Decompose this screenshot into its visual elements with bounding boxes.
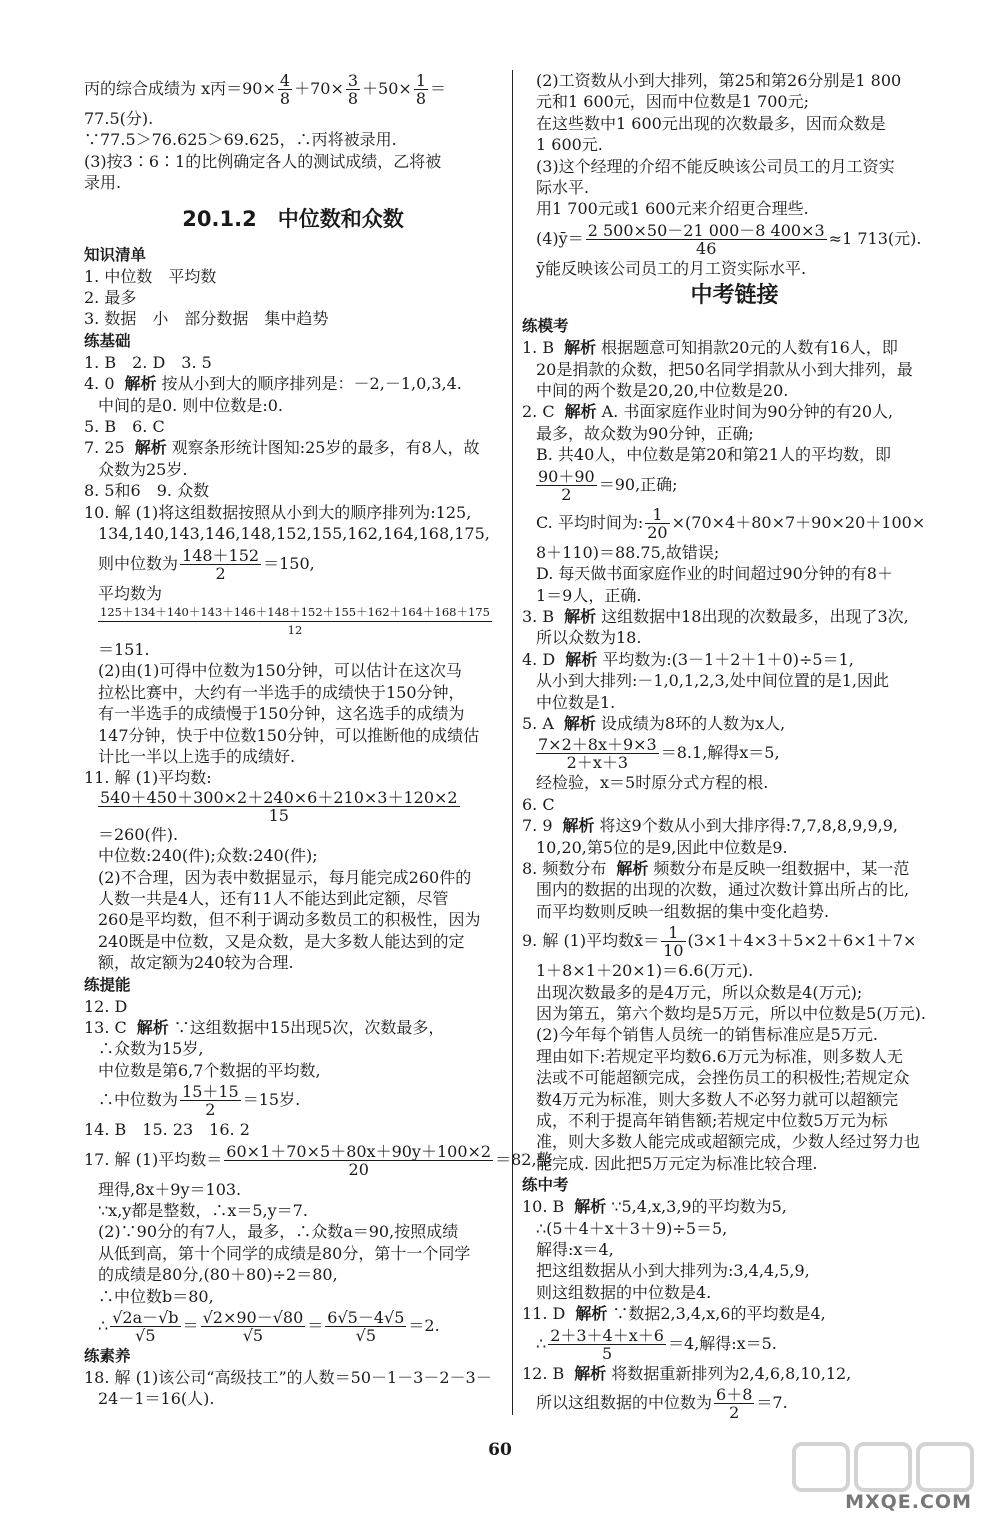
fraction: $\frac{4}{8}$	[279, 71, 291, 108]
text-line: ∵x,y都是整数，∴x＝5,y＝7.	[98, 1201, 308, 1221]
answer-line: 4. D 解析 平均数为:(3－1＋2＋1＋0)÷5＝1,	[522, 649, 854, 669]
answer-line: 4. 0 解析 按从小到大的顺序排列是：－2,－1,0,3,4.	[84, 374, 462, 394]
answer-line: 10. 解 (1)将这组数据按照从小到大的顺序排列为:125,	[84, 502, 472, 522]
text-line: 在这些数中1 600元出现的次数最多，因而众数是	[536, 113, 886, 133]
fraction: $\frac{√2\times 90-√80}{√5}$	[202, 1308, 304, 1346]
answer-line: 3. 数据 小 部分数据 集中趋势	[84, 309, 329, 329]
text-line: 际水平.	[536, 178, 590, 198]
text-line: ∴ $\frac{√2a-√b}{√5}$ ＝ $\frac{√2\times 90-√80}{√5}$ ＝ $\frac{6√5-4√5}{√5}$ ＝2.	[98, 1308, 440, 1346]
text-line: 24－1＝16(人).	[98, 1389, 215, 1409]
answer-line: 12. B 解析 将数据重新排列为2,4,6,8,10,12,	[522, 1363, 852, 1383]
fraction: $\frac{1}{20}$	[647, 504, 668, 542]
text-line: 有一半选手的成绩慢于150分钟，这名选手的成绩为	[98, 704, 465, 724]
text-line: 8＋110)＝88.75,故错误;	[536, 542, 720, 562]
fraction: $\frac{1}{10}$	[663, 923, 684, 961]
text-line: D. 每天做书面家庭作业的时间超过90分钟的有8＋	[536, 564, 893, 584]
text-line: 因为第五，第六个数均是5万元，所以中位数是5(万元).	[536, 1004, 926, 1023]
text-line: 则中位数为 $\frac{148+152}{2}$ ＝150,	[98, 545, 315, 583]
fraction: $\frac{540+450+300\times 2+240\times 6+210\times 3+120\times 2}{15}$	[100, 787, 458, 825]
answer-line: 13. C 解析 ∵这组数据中15出现5次，次数最多，	[84, 1018, 445, 1037]
fraction: $\frac{125+134+140+143+146+148+152+155+162+164+168+175}{12}$	[100, 604, 490, 637]
text-line: 134,140,143,146,148,152,155,162,164,168,175,	[98, 524, 490, 544]
text-line: 成，不利于提高年销售额;若规定中位数5万元为标	[536, 1111, 888, 1131]
subsection-heading: 练模考	[522, 317, 569, 336]
text-line: 平均数为	[98, 583, 163, 603]
text-line: ＝260(件).	[98, 824, 179, 844]
text-line: C. 平均时间为: $\frac{1}{20}$ ×(70×4＋80×7＋90×20＋100×	[536, 504, 926, 542]
text-line: (4)ȳ＝ $\frac{2 500\times 50-21 000-8 400\times 3}{46}$ ≈1 713(元).	[536, 220, 922, 258]
fraction: $\frac{2 500\times 50-21 000-8 400\times 3}{46}$	[587, 220, 825, 258]
text-line: ∴ $\frac{2+3+4+x+6}{5}$ ＝4,解得:x＝5.	[536, 1325, 777, 1363]
watermark-text: MXQE.COM	[845, 1491, 972, 1513]
text-line: 额，故定额为240较为合理.	[98, 953, 294, 973]
fraction: $\frac{148+152}{2}$	[182, 545, 260, 583]
text-line: 理得,8x＋9y＝103.	[98, 1179, 242, 1199]
subsection-heading: 练提能	[84, 975, 131, 994]
text-line: 用1 700元或1 600元来介绍更合理些.	[536, 199, 809, 219]
answer-line: 1. 中位数 平均数	[84, 266, 217, 286]
fraction: $\frac{6+8}{2}$	[716, 1385, 753, 1423]
fraction: $\frac{7\times 2+8x+9\times 3}{2+x+3}$	[538, 735, 657, 773]
text-line: 拉松比赛中，大约有一半选手的成绩快于150分钟，	[98, 682, 465, 702]
text-line: ∴(5＋4＋x＋3＋9)÷5＝5,	[536, 1218, 728, 1238]
answer-line: 10. B 解析 ∵5,4,x,3,9的平均数为5,	[522, 1197, 787, 1217]
text-line: 计比一半以上选手的成绩好.	[98, 746, 296, 766]
answer-line: 9. 解 (1)平均数x̄＝ $\frac{1}{10}$ (3×1＋4×3＋5×2＋6×1＋7×	[522, 923, 917, 961]
section-title: 20.1.2 中位数和众数	[182, 206, 404, 231]
answer-line: 7. 25 解析 观察条形统计图知:25岁的最多，有8人，故	[84, 438, 480, 458]
text-line: 所以这组数据的中位数为 $\frac{6+8}{2}$ ＝7.	[536, 1385, 788, 1423]
fraction: $\frac{1}{8}$	[415, 71, 427, 108]
page-number: 60	[488, 1440, 512, 1460]
fraction: $\frac{15+15}{2}$	[182, 1082, 239, 1120]
subsection-heading: 练中考	[522, 1176, 569, 1195]
text-line: (2)不合理，因为表中数据显示，每月能完成260件的	[98, 867, 472, 887]
text-line: 元和1 600元，因而中位数是1 700元;	[536, 92, 810, 112]
text-line: 丙的综合成绩为 x丙＝90× $\frac{4}{8}$ ＋70× $\frac{3}{8}$ ＋50× $\frac{1}{8}$ ＝	[84, 71, 447, 108]
text-line: 中间的两个数是20,20,中位数是20.	[536, 381, 789, 401]
text-line	[84, 604, 502, 639]
text-line: 把这组数据从小到大排列为:3,4,4,5,9,	[536, 1261, 810, 1281]
text-line: ∴中位数b＝80,	[98, 1286, 214, 1306]
text-line: 录用.	[84, 173, 122, 193]
text-line	[84, 789, 502, 824]
answer-line: 5. B 6. C	[84, 417, 165, 437]
text-line: 而平均数则反映一组数据的集中变化趋势.	[536, 901, 830, 921]
text-line: ȳ能反映该公司员工的月工资实际水平.	[536, 258, 807, 278]
text-line: 从低到高，第十个同学的成绩是80分，第十一个同学	[98, 1243, 471, 1263]
text-line: 所以众数为18.	[536, 628, 642, 648]
text-line: 260是平均数，但不利于调动多数员工的积极性，因为	[98, 910, 481, 930]
text-line: (3)按3∶6∶1的比例确定各人的测试成绩，乙将被	[84, 151, 442, 171]
answer-line: 7. 9 解析 将这9个数从小到大排序得:7,7,8,8,9,9,9,	[522, 816, 898, 836]
fraction: $\frac{3}{8}$	[347, 71, 359, 108]
text-line: 1＝9人，正确.	[536, 585, 642, 605]
text-line: 众数为25岁.	[98, 459, 188, 479]
text-line: 的成绩是80分,(80＋80)÷2＝80,	[98, 1265, 338, 1285]
answer-line: 2. 最多	[84, 288, 137, 308]
text-line: ∴众数为15岁,	[98, 1039, 204, 1059]
text-line: B. 共40人，中位数是第20和第21人的平均数，即	[536, 445, 892, 465]
text-line: 围内的数据的出现的次数，通过次数计算出所占的比,	[536, 880, 910, 900]
text-line: 人数一共是4人，还有11人不能达到此定额，尽管	[98, 888, 449, 908]
text-line: 理由如下:若规定平均数6.6万元为标准，则多数人无	[536, 1046, 903, 1066]
fraction: $\frac{6√5-4√5}{√5}$	[327, 1308, 405, 1346]
fraction: $\frac{60\times 1+70\times 5+80x+90y+100\times 2}{20}$	[226, 1141, 492, 1179]
right-column	[522, 70, 947, 1422]
answer-line: 18. 解 (1)该公司“高级技工”的人数＝50－1－3－2－3－	[84, 1368, 492, 1388]
text-line: 出现次数最多的是4万元，所以众数是4(万元);	[536, 982, 863, 1002]
text-line: ∴中位数为 $\frac{15+15}{2}$ ＝15岁.	[98, 1082, 301, 1120]
text-line: (2)由(1)可得中位数为150分钟，可以估计在这次马	[98, 661, 462, 681]
answer-line: 5. A 解析 设成绩为8环的人数为x人,	[522, 713, 786, 733]
fraction: $\frac{2+3+4+x+6}{5}$	[550, 1325, 664, 1363]
answer-line: 17. 解 (1)平均数＝ $\frac{60\times 1+70\times 5+80x+90y+100\times 2}{20}$ ＝82,整	[84, 1141, 553, 1179]
text-line: 法或不可能超额完成，会挫伤员工的积极性;若规定众	[536, 1068, 910, 1088]
text-line: 中间的是0. 则中位数是:0.	[98, 395, 284, 415]
text-line: 20是捐款的众数，把50名同学捐款从小到大排列，最	[536, 359, 913, 379]
text-line: (2)∵90分的有7人，最多，∴众数a＝90,按照成绩	[98, 1222, 459, 1242]
text-line: 147分钟，快于中位数150分钟，可以推断他的成绩估	[98, 725, 480, 745]
text-line: 经检验，x＝5时原分式方程的根.	[536, 773, 769, 793]
answer-line: 11. D 解析 ∵数据2,3,4,x,6的平均数是4,	[522, 1304, 826, 1324]
text-line: 能完成. 因此把5万元定为标准比较合理.	[536, 1153, 818, 1173]
text-line: $\frac{90+90}{2}$ ＝90,正确;	[538, 466, 678, 504]
fraction: $\frac{√2a-√b}{√5}$	[112, 1308, 179, 1346]
text-line: 10,20,第5位的是9,因此中位数是9.	[536, 837, 788, 857]
text-line: 准，则大多数人能完成或超额完成，少数人经过努力也	[536, 1132, 921, 1152]
answer-line: 2. C 解析 A. 书面家庭作业时间为90分钟的有20人,	[522, 402, 894, 422]
text-line: 最多，故众数为90分钟，正确;	[536, 423, 754, 443]
text-line: 1＋8×1＋20×1)＝6.6(万元).	[536, 961, 754, 981]
answer-line: 1. B 解析 根据题意可知捐款20元的人数有16人，即	[522, 338, 898, 358]
section-title: 中考链接	[690, 283, 779, 309]
text-line: ∵77.5＞76.625＞69.625，∴丙将被录用.	[84, 130, 397, 150]
subsection-heading: 知识清单	[84, 245, 147, 264]
text-line: (3)这个经理的介绍不能反映该公司员工的月工资实	[536, 156, 895, 176]
text-line: 从小到大排列:－1,0,1,2,3,处中间位置的是1,因此	[536, 671, 889, 691]
text-line: $\frac{7\times 2+8x+9\times 3}{2+x+3}$ ＝8.1,解得x＝5,	[538, 735, 780, 773]
text-line: (2)工资数从小到大排列，第25和第26分别是1 800	[536, 71, 902, 90]
text-line: 240既是中位数，又是众数，是大多数人能达到的定	[98, 931, 465, 951]
text-line: 中位数是1.	[536, 692, 616, 712]
text-line: 则这组数据的中位数是4.	[536, 1282, 712, 1302]
text-line: 数4万元为标准，则大多数人不必努力就可以超额完	[536, 1089, 899, 1109]
text-line: 中位数:240(件);众数:240(件);	[98, 846, 318, 866]
answer-line: 12. D	[84, 996, 128, 1016]
text-line: (2)今年每个销售人员统一的销售标准应是5万元.	[536, 1025, 878, 1045]
subsection-heading: 练素养	[84, 1347, 131, 1366]
text-line: 中位数是第6,7个数据的平均数,	[98, 1060, 321, 1080]
answer-line: 14. B 15. 23 16. 2	[84, 1120, 250, 1140]
answer-line: 8. 5和6 9. 众数	[84, 481, 210, 501]
text-line: 1 600元.	[536, 135, 603, 155]
fraction: $\frac{90+90}{2}$	[538, 466, 595, 504]
answer-line: 6. C	[522, 794, 555, 814]
answer-line: 11. 解 (1)平均数:	[84, 768, 212, 788]
answer-line: 3. B 解析 这组数据中18出现的次数最多，出现了3次,	[522, 606, 909, 626]
answer-line: 8. 频数分布 解析 频数分布是反映一组数据中，某一范	[522, 858, 910, 878]
column-divider	[512, 70, 513, 1415]
text-line: 解得:x＝4,	[536, 1240, 614, 1260]
answer-line: 1. B 2. D 3. 5	[84, 352, 212, 372]
subsection-heading: 练基础	[84, 331, 131, 350]
text-line: 77.5(分).	[84, 109, 154, 128]
text-line: ＝151.	[98, 639, 150, 659]
